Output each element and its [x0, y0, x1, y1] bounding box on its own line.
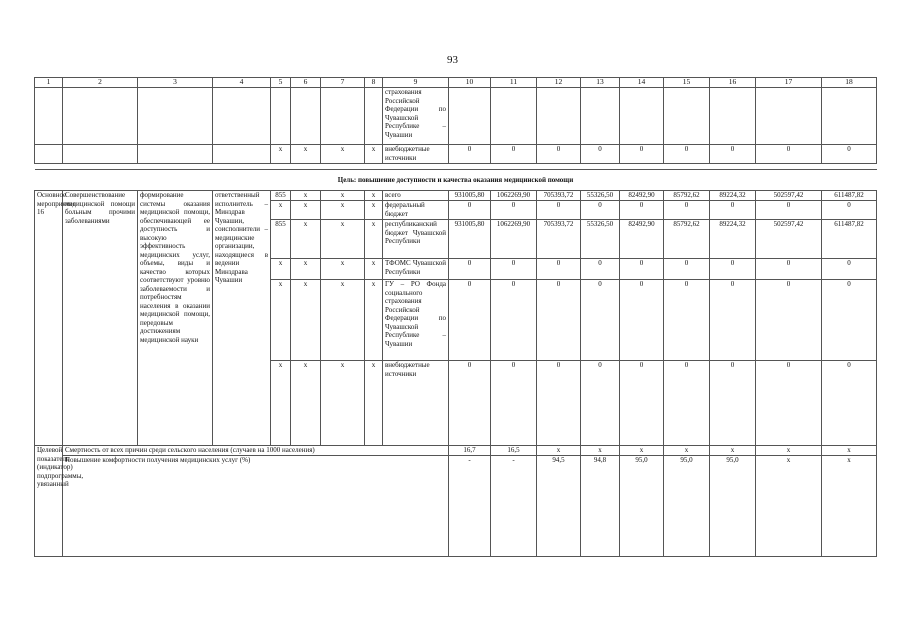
column-number: 10	[449, 78, 491, 88]
value-cell: 0	[491, 201, 537, 220]
code-cell: x	[321, 145, 365, 164]
column-number: 6	[291, 78, 321, 88]
column-number: 11	[491, 78, 537, 88]
source-cell: всего	[383, 191, 449, 201]
code-cell: x	[271, 361, 291, 446]
value-cell: 0	[664, 201, 710, 220]
value-cell: 0	[756, 145, 822, 164]
value-cell: 55326,50	[581, 191, 620, 201]
value-cell: 0	[491, 280, 537, 361]
value-cell: x	[822, 446, 877, 456]
indicator-name: Повышение комфортности получения медицинских услуг (%)	[63, 456, 449, 557]
value-cell: 82492,90	[620, 191, 664, 201]
source-cell: страхования Российской Федерации по Чувашской Республике – Чувашии	[383, 88, 449, 145]
code-cell: x	[321, 220, 365, 259]
table-cell	[35, 145, 63, 164]
measure-title: Совершенствование медицинской помощи больным прочими заболеваниями	[63, 191, 138, 446]
column-number: 18	[822, 78, 877, 88]
measure-label: Основное мероприятие 16	[35, 191, 63, 446]
value-cell: 95,0	[664, 456, 710, 557]
value-cell: x	[822, 456, 877, 557]
value-cell: 1062269,90	[491, 220, 537, 259]
source-cell: федеральный бюджет	[383, 201, 449, 220]
source-cell: ТФОМС Чувашской Республики	[383, 259, 449, 280]
value-cell: 0	[822, 280, 877, 361]
code-cell: x	[321, 361, 365, 446]
value-cell: x	[664, 446, 710, 456]
code-cell: x	[365, 145, 383, 164]
code-cell: 855	[271, 191, 291, 201]
column-number: 15	[664, 78, 710, 88]
code-cell: x	[321, 201, 365, 220]
table-cell	[138, 145, 213, 164]
value-cell: 0	[491, 259, 537, 280]
code-cell: x	[365, 259, 383, 280]
value-cell: 0	[581, 361, 620, 446]
value-cell: 0	[537, 145, 581, 164]
value-cell: 0	[581, 201, 620, 220]
program-table	[34, 77, 877, 557]
value-cell: x	[537, 446, 581, 456]
value-cell: 0	[756, 361, 822, 446]
table-row	[35, 191, 877, 201]
value-cell: 0	[620, 259, 664, 280]
value-cell: x	[756, 456, 822, 557]
header-row	[35, 78, 877, 88]
value-cell: 0	[449, 280, 491, 361]
value-cell: 0	[537, 280, 581, 361]
column-number: 16	[710, 78, 756, 88]
value-cell: 611487,82	[822, 191, 877, 201]
code-cell: x	[321, 191, 365, 201]
table-row	[35, 145, 877, 164]
value-cell: x	[620, 446, 664, 456]
value-cell: 82492,90	[620, 220, 664, 259]
value-cell: 94,5	[537, 456, 581, 557]
page-number: 93	[447, 54, 458, 66]
value-cell: 0	[756, 201, 822, 220]
value-cell: 85792,62	[664, 220, 710, 259]
code-cell: x	[291, 280, 321, 361]
code-cell: x	[365, 280, 383, 361]
value-cell: 0	[756, 259, 822, 280]
indicator-label: Целевой показатель (индикатор) подпрограммы, увязанный	[35, 446, 63, 557]
value-cell: 0	[710, 259, 756, 280]
column-number: 13	[581, 78, 620, 88]
value-cell: 0	[710, 280, 756, 361]
value-cell: 0	[491, 361, 537, 446]
code-cell: x	[271, 280, 291, 361]
value-cell: 0	[756, 280, 822, 361]
code-cell: x	[271, 145, 291, 164]
value-cell: 502597,42	[756, 191, 822, 201]
column-number: 9	[383, 78, 449, 88]
value-cell: 0	[822, 259, 877, 280]
value-cell: 0	[710, 361, 756, 446]
value-cell: 0	[537, 361, 581, 446]
column-number: 8	[365, 78, 383, 88]
measure-goal: формирование системы оказания медицинской помощи, обеспечивающей ее доступность и высокую эффективность медицинских услуг, объемы, виды и качество которых соответствуют уровню заболеваемости и потребностям населения в оказании медицинской помощи, передовым достижениям медицинской науки	[138, 191, 213, 446]
value-cell: 95,0	[620, 456, 664, 557]
column-number: 7	[321, 78, 365, 88]
source-cell: внебюджетные источники	[383, 145, 449, 164]
value-cell: 16,7	[449, 446, 491, 456]
code-cell: x	[271, 201, 291, 220]
value-cell: 502597,42	[756, 220, 822, 259]
table-row	[35, 456, 877, 557]
code-cell: x	[271, 259, 291, 280]
value-cell: x	[581, 446, 620, 456]
column-number: 3	[138, 78, 213, 88]
value-cell: 0	[822, 361, 877, 446]
value-cell: 705393,72	[537, 191, 581, 201]
source-cell: республиканский бюджет Чувашской Республики	[383, 220, 449, 259]
code-cell: x	[291, 191, 321, 201]
source-cell: внебюджетные источники	[383, 361, 449, 446]
column-number: 12	[537, 78, 581, 88]
value-cell: 0	[664, 259, 710, 280]
code-cell: x	[321, 280, 365, 361]
code-cell: x	[365, 220, 383, 259]
value-cell: 0	[664, 280, 710, 361]
value-cell: 0	[620, 280, 664, 361]
value-cell: 0	[710, 201, 756, 220]
value-cell: -	[491, 456, 537, 557]
table-row	[35, 446, 877, 456]
code-cell: x	[365, 361, 383, 446]
goal-heading: Цель: повышение доступности и качества оказания медицинской помощи	[35, 170, 877, 191]
value-cell: 0	[537, 201, 581, 220]
code-cell: x	[291, 145, 321, 164]
value-cell: -	[449, 456, 491, 557]
value-cell: 0	[449, 361, 491, 446]
column-number: 14	[620, 78, 664, 88]
table-row	[35, 88, 877, 145]
indicator-name: Смертность от всех причин среди сельского населения (случаев на 1000 населения)	[63, 446, 449, 456]
table-cell	[63, 145, 138, 164]
value-cell: 0	[620, 145, 664, 164]
value-cell: 0	[581, 259, 620, 280]
value-cell: 0	[449, 201, 491, 220]
code-cell: x	[291, 220, 321, 259]
value-cell: 89224,32	[710, 220, 756, 259]
code-cell: x	[321, 259, 365, 280]
code-cell: x	[291, 259, 321, 280]
value-cell: 705393,72	[537, 220, 581, 259]
column-number: 5	[271, 78, 291, 88]
value-cell: 0	[491, 145, 537, 164]
column-number: 4	[213, 78, 271, 88]
value-cell: 931005,80	[449, 220, 491, 259]
value-cell: 16,5	[491, 446, 537, 456]
value-cell: 0	[822, 145, 877, 164]
code-cell: x	[365, 201, 383, 220]
column-number: 2	[63, 78, 138, 88]
code-cell: x	[291, 201, 321, 220]
value-cell: 931005,80	[449, 191, 491, 201]
table-cell	[213, 145, 271, 164]
value-cell: x	[756, 446, 822, 456]
value-cell: 94,8	[581, 456, 620, 557]
value-cell: 0	[710, 145, 756, 164]
value-cell: 0	[620, 361, 664, 446]
code-cell: x	[291, 361, 321, 446]
value-cell: 0	[664, 145, 710, 164]
value-cell: 0	[664, 361, 710, 446]
value-cell: 0	[449, 259, 491, 280]
value-cell: 0	[581, 280, 620, 361]
value-cell: 0	[620, 201, 664, 220]
value-cell: x	[710, 446, 756, 456]
value-cell: 0	[449, 145, 491, 164]
value-cell: 0	[822, 201, 877, 220]
column-number: 1	[35, 78, 63, 88]
value-cell: 611487,82	[822, 220, 877, 259]
value-cell: 0	[581, 145, 620, 164]
source-cell: ГУ – РО Фонда социального страхования Российской Федерации по Чувашской Республике – Чувашии	[383, 280, 449, 361]
value-cell: 1062269,90	[491, 191, 537, 201]
value-cell: 85792,62	[664, 191, 710, 201]
code-cell: x	[365, 191, 383, 201]
code-cell: 855	[271, 220, 291, 259]
value-cell: 0	[537, 259, 581, 280]
value-cell: 55326,50	[581, 220, 620, 259]
measure-executor: ответственный исполнитель – Минздрав Чувашии, соисполнители – медицинские организации, находящиеся в ведении Минздрава Чувашии	[213, 191, 271, 446]
value-cell: 95,0	[710, 456, 756, 557]
column-number: 17	[756, 78, 822, 88]
value-cell: 89224,32	[710, 191, 756, 201]
